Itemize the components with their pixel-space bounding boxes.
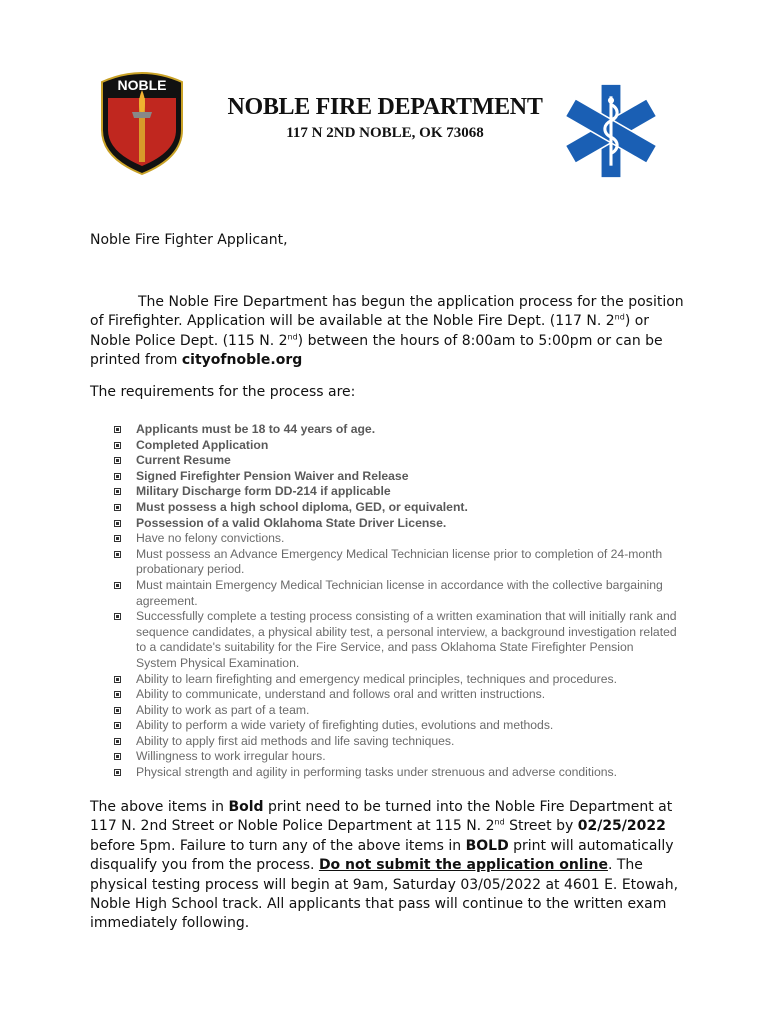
online-warning: Do not submit the application online bbox=[318, 857, 608, 874]
closing-paragraph: The above items in Bold print need to be turned into the Noble Fire Department at 117 N. 2nd Street or Noble Police Department at 115 N. 2nd Street by 02/25/2022 before 5pm. Failure to turn any of the above items in BOLD print will automatically disqualify you from the process. Do not submit the application online. The physical testing process will begin at 9am, Saturday 03/05/2022 at 4601 E. Etowah, Noble High School track. All applicants that pass will continue to the written exam immediately following. bbox=[90, 799, 679, 932]
list-item: Physical strength and agility in performing tasks under strenuous and adverse conditions. bbox=[112, 765, 677, 781]
list-item: Ability to perform a wide variety of firefighting duties, evolutions and methods. bbox=[112, 718, 677, 734]
list-item: Successfully complete a testing process consisting of a written examination that will initially rank and sequence candidates, a physical ability test, a personal interview, a background investigation related to a candidate's suitability for the Fire Service, and pass Oklahoma State Firefighter Pension System Physical Examination. bbox=[112, 609, 677, 671]
list-item: Ability to work as part of a team. bbox=[112, 703, 677, 719]
list-item: Completed Application bbox=[112, 438, 677, 454]
fire-department-badge-logo bbox=[96, 68, 188, 176]
list-item: Ability to communicate, understand and follows oral and written instructions. bbox=[112, 687, 677, 703]
bullet-icon bbox=[114, 442, 121, 449]
list-item: Willingness to work irregular hours. bbox=[112, 749, 677, 765]
list-item: Military Discharge form DD-214 if applicable bbox=[112, 484, 677, 500]
bullet-icon bbox=[114, 738, 121, 745]
bullet-icon bbox=[114, 520, 121, 527]
list-item: Current Resume bbox=[112, 453, 677, 469]
bullet-icon bbox=[114, 504, 121, 511]
list-item: Ability to apply first aid methods and life saving techniques. bbox=[112, 734, 677, 750]
requirements-heading: The requirements for the process are: bbox=[90, 384, 356, 400]
list-item: Must possess a high school diploma, GED, or equivalent. bbox=[112, 500, 677, 516]
bullet-icon bbox=[114, 676, 121, 683]
department-address: 117 N 2ND NOBLE, OK 73068 bbox=[286, 125, 484, 141]
bullet-icon bbox=[114, 613, 121, 620]
list-item: Applicants must be 18 to 44 years of age. bbox=[112, 422, 677, 438]
bullet-icon bbox=[114, 426, 121, 433]
greeting: Noble Fire Fighter Applicant, bbox=[90, 232, 288, 248]
page-title: NOBLE FIRE DEPARTMENT bbox=[227, 94, 543, 120]
list-item: Have no felony convictions. bbox=[112, 531, 677, 547]
bullet-icon bbox=[114, 488, 121, 495]
bullet-icon bbox=[114, 753, 121, 760]
deadline-date: 02/25/2022 bbox=[577, 818, 666, 835]
intro-paragraph: The Noble Fire Department has begun the application process for the position of Firefighter. Application will be available at the Noble Fire Dept. (117 N. 2nd) or Noble Police Dept. (115 N. 2nd) between the hours of 8:00am to 5:00pm or can be printed from cityofnoble.org bbox=[90, 294, 684, 368]
bullet-icon bbox=[114, 551, 121, 558]
bullet-icon bbox=[114, 769, 121, 776]
bullet-icon bbox=[114, 707, 121, 714]
bullet-icon bbox=[114, 722, 121, 729]
logo-text: NOBLE bbox=[117, 77, 167, 93]
list-item: Must maintain Emergency Medical Technician license in accordance with the collective bargaining agreement. bbox=[112, 578, 677, 609]
star-of-life-icon bbox=[560, 80, 662, 182]
list-item: Ability to learn firefighting and emergency medical principles, techniques and procedures. bbox=[112, 672, 677, 688]
list-item: Possession of a valid Oklahoma State Driver License. bbox=[112, 516, 677, 532]
bullet-icon bbox=[114, 473, 121, 480]
list-item: Signed Firefighter Pension Waiver and Release bbox=[112, 469, 677, 485]
website-link: cityofnoble.org bbox=[181, 351, 303, 368]
bullet-icon bbox=[114, 582, 121, 589]
bullet-icon bbox=[114, 691, 121, 698]
requirements-list bbox=[112, 422, 677, 781]
bullet-icon bbox=[114, 457, 121, 464]
list-item: Must possess an Advance Emergency Medical Technician license prior to completion of 24-month probationary period. bbox=[112, 547, 677, 578]
bullet-icon bbox=[114, 535, 121, 542]
